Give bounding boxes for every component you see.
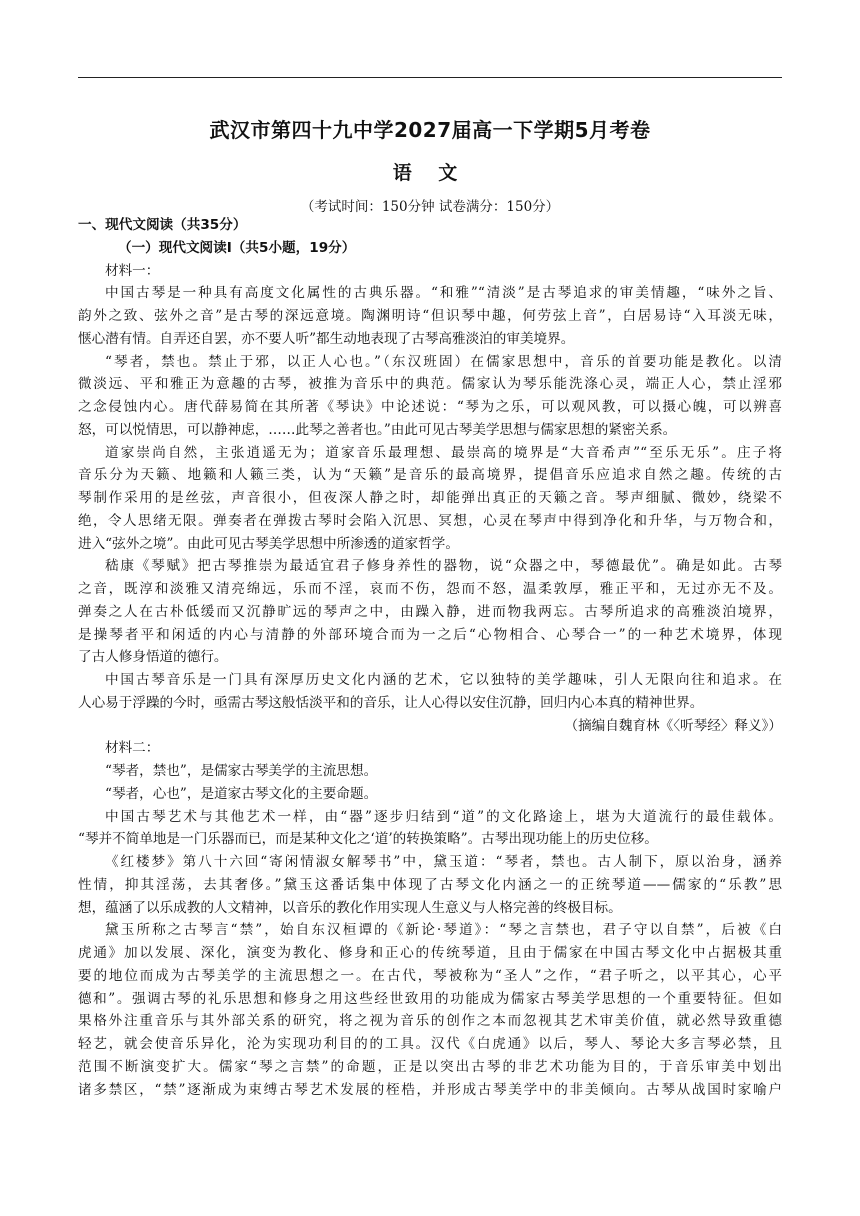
text-line: 德和”。强调古琴的礼乐思想和修身之用这些经世致用的功能成为儒家古琴美学思想的一个重要特征。但如 — [78, 990, 782, 1007]
text-line: “琴并不简单地是一门乐器而已，而是某种文化之‘道’的转换策略”。古琴出现功能上的历史位移。 — [78, 831, 658, 848]
text-line: 弹奏之人在古朴低缓而又沉静旷远的琴声之中，由躁入静，进而物我两忘。古琴所追求的高雅淡泊境界， — [78, 603, 782, 620]
text-line: 果格外注重音乐与其外部关系的研究，将之视为音乐的创作之本而忽视其艺术审美价值，就必然导致重德 — [78, 1013, 782, 1030]
text-line: 惬心潜有情。自弄还自罢，亦不要人听”都生动地表现了古琴高雅淡泊的审美境界。 — [78, 330, 575, 347]
section-heading: 一、现代文阅读（共35分） — [78, 217, 247, 233]
text-line: 想，蕴涵了以乐成教的人文精神，以音乐的教化作用实现人生意义与人格完善的终极目标。 — [78, 899, 622, 916]
text-line: 中国古琴音乐是一门具有深厚历史文化内涵的艺术，它以独特的美学趣味，引人无限向往和追求。在 — [105, 672, 782, 688]
text-line: “琴者，禁也。禁止于邪，以正人心也。”（东汉班固）在儒家思想中，音乐的首要功能是教化。以清 — [105, 353, 782, 370]
document-body — [78, 214, 782, 1101]
text-line: 中国古琴是一种具有高度文化属性的古典乐器。“和雅”“清淡”是古琴追求的审美情趣，“味外之旨、 — [105, 285, 782, 302]
top-rule — [78, 77, 782, 78]
text-line: 范围不断演变扩大。儒家“琴之言禁”的命题，正是以突出古琴的非艺术功能为目的，于音乐审美中划出 — [78, 1058, 782, 1075]
text-line: 之念侵蚀内心。唐代薛易简在其所著《琴诀》中论述说：“琴为之乐，可以观风教，可以摄心魄，可以辨喜 — [78, 399, 782, 415]
text-line: 轻艺，就会使音乐异化，沦为实现功利目的的工具。汉代《白虎通》以后，琴人、琴论大多言琴必禁，且 — [78, 1036, 782, 1052]
text-line: 要的地位而成为古琴美学的主流思想之一。在古代，琴被称为“圣人”之作，“君子听之，以平其心，心平 — [78, 967, 782, 984]
subject-title: 语 文 — [392, 162, 468, 184]
text-line: 韵外之致、弦外之音”是古琴的深远意境。陶渊明诗“但识琴中趣，何劳弦上音”，白居易诗“入耳淡无味， — [78, 308, 782, 324]
text-line: “琴者，心也”，是道家古琴文化的主要命题。 — [105, 785, 378, 802]
text-line: 《红楼梦》第八十六回“寄闲情淑女解琴书”中，黛玉道：“琴者，禁也。古人制下，原以治身，涵养 — [105, 854, 782, 870]
text-line: 琴制作采用的是丝弦，声音很小，但夜深人静之时，却能弹出真正的天籁之音。琴声细腻、微妙，绕梁不 — [78, 490, 782, 506]
text-line: 之音，既淳和淡雅又清亮绵远，乐而不淫，哀而不伤，怨而不怒，温柔敦厚，雅正平和，无过亦无不及。 — [78, 581, 782, 597]
text-line: “琴者，禁也”，是儒家古琴美学的主流思想。 — [105, 763, 378, 779]
section-heading: （一）现代文阅读Ⅰ（共5小题，19分） — [118, 239, 356, 256]
text-line: 中国古琴艺术与其他艺术一样，由“器”逐步归结到“道”的文化路途上，堪为大道流行的最佳载体。 — [105, 808, 782, 825]
exam-info: （考试时间：150分钟 试卷满分：150分） — [300, 199, 560, 215]
text-line: 微淡远、平和雅正为意趣的古琴，被推为音乐中的典范。儒家认为琴乐能洗涤心灵，端正人心，禁止淫邪 — [78, 376, 782, 393]
text-line: 了古人修身悟道的德行。 — [78, 649, 228, 666]
text-line: 是操琴者平和闲适的内心与清静的外部环境合而为一之后“心物相合、心琴合一”的一种艺术境界，体现 — [78, 626, 782, 643]
text-line: 绝，令人思绪无限。弹奏者在弹拨古琴时会陷入沉思、冥想，心灵在琴声中得到净化和升华，与万物合和， — [78, 512, 782, 529]
text-line: 进入“弦外之境”。由此可见古琴美学思想中所渗透的道家哲学。 — [78, 535, 459, 552]
text-line: 道家崇尚自然，主张逍遥无为；道家音乐最理想、最崇高的境界是“大音希声”“至乐无乐”。庄子将 — [105, 444, 782, 461]
text-line: 黛玉所称之古琴言“禁”，始自东汉桓谭的《新论·琴道》：“琴之言禁也，君子守以自禁”，后被《白 — [105, 922, 782, 939]
text-line: 材料一： — [105, 262, 160, 279]
text-line: 虎通》加以发展、深化，演变为教化、修身和正心的传统琴道，且由于儒家在中国古琴文化中占据极其重 — [78, 945, 782, 961]
text-line: 材料二： — [105, 740, 160, 757]
text-line: 性情，抑其淫荡，去其奢侈。”黛玉这番话集中体现了古琴文化内涵之一的正统琴道——儒家的“乐教”思 — [78, 876, 782, 893]
text-line: （摘编自魏育林《〈听琴经〉释义》） — [564, 717, 782, 734]
text-line: 怒，可以悦情思，可以静神虑，……此琴之善者也。”由此可见古琴美学思想与儒家思想的紧密关系。 — [78, 421, 677, 438]
text-line: 诸多禁区，“禁”逐渐成为束缚古琴艺术发展的桎梏，并形成古琴美学中的非美倾向。古琴从战国时家喻户 — [78, 1081, 782, 1098]
page-title: 武汉市第四十九中学2027届高一下学期5月考卷 — [209, 118, 651, 142]
text-line: 嵇康《琴赋》把古琴推崇为最适宜君子修身养性的器物，说“众器之中，琴德最优”。确是如此。古琴 — [105, 558, 782, 575]
text-line: 音乐分为天籁、地籁和人籁三类，认为“天籁”是音乐的最高境界，提倡音乐应追求自然之趣。传统的古 — [78, 467, 782, 484]
text-line: 人心易于浮躁的今时，亟需古琴这般恬淡平和的音乐，让人心得以安住沉静，回归内心本真的精神世界。 — [78, 694, 704, 711]
